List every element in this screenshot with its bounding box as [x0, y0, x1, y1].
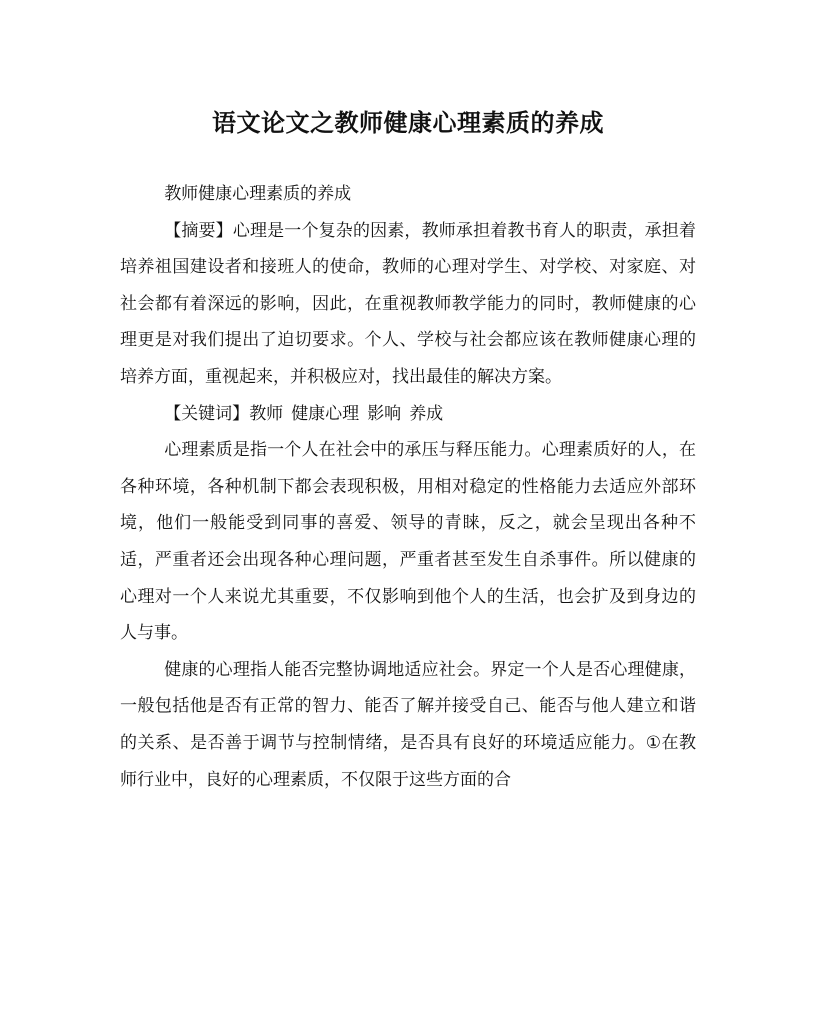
keyword-item: 健康心理: [291, 403, 360, 424]
keyword-item: 教师: [249, 403, 284, 424]
document-subtitle: 教师健康心理素质的养成: [164, 184, 352, 204]
document-title: 语文论文之教师健康心理素质的养成: [212, 108, 604, 137]
keyword-item: 养成: [409, 403, 444, 424]
abstract-paragraph: 【摘要】心理是一个复杂的因素，教师承担着教书育人的职责，承担着培养祖国建设者和接班人的使命，教师的心理对学生、对学校、对家庭、对社会都有着深远的影响，因此，在重视教师教学能力的同时，教师健康的心理更是对我们提出了迫切要求。个人、学校与社会都应该在教师健康心理的培养方面，重视起来，并积极应对，找出最佳的解决方案。: [120, 220, 696, 387]
keywords-label: 【关键词】: [164, 403, 250, 424]
keywords-line: [120, 396, 696, 433]
body-paragraph: 心理素质是指一个人在社会中的承压与释压能力。心理素质好的人，在各种环境，各种机制下都会表现积极，用相对稳定的性格能力去适应外部环境，他们一般能受到同事的喜爱、领导的青睐，反之，就会呈现出各种不适，严重者还会出现各种心理问题，严重者甚至发生自杀事件。所以健康的心理对一个人来说尤其重要，不仅影响到他个人的生活，也会扩及到身边的人与事。: [120, 440, 696, 644]
keyword-item: 影响: [367, 403, 402, 424]
document-body: [120, 176, 696, 798]
body-paragraph: 健康的心理指人能否完整协调地适应社会。界定一个人是否心理健康，一般包括他是否有正常的智力、能否了解并接受自己、能否与他人建立和谐的关系、是否善于调节与控制情绪，是否具有良好的环境适应能力。①在教师行业中，良好的心理素质，不仅限于这些方面的合: [120, 659, 696, 790]
